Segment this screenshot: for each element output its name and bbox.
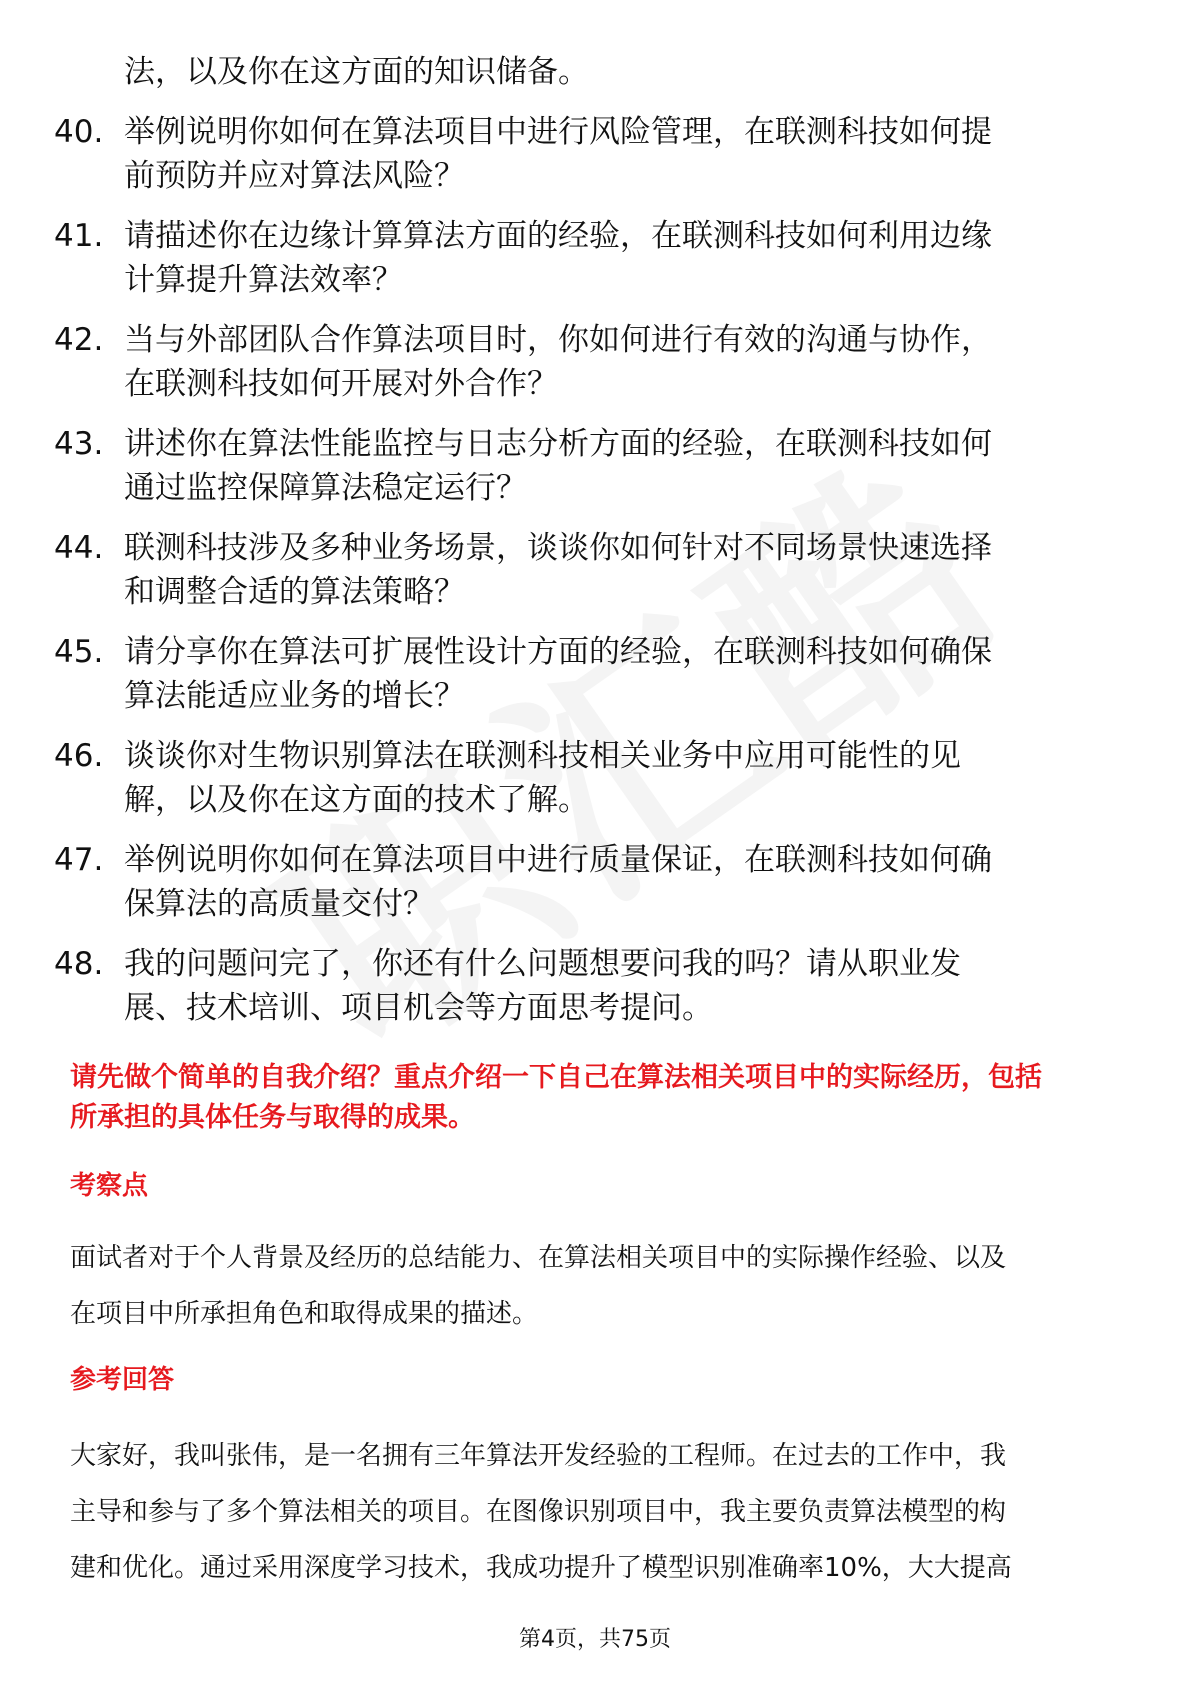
question-line: 前预防并应对算法风险？ [124,158,465,194]
question-number: 45. [54,634,104,670]
question-text [124,838,1114,942]
answer-label: 参考回答 [70,1365,175,1395]
question-item-41 [54,214,1114,318]
question-number: 47. [54,842,104,878]
question-line: 讲述你在算法性能监控与日志分析方面的经验，在联测科技如何 [124,426,992,462]
answer-line: 大家好，我叫张伟，是一名拥有三年算法开发经验的工程师。在过去的工作中，我 [70,1441,1007,1471]
question-item-46 [54,734,1114,838]
question-number: 41. [54,218,104,254]
continuation-line: 法，以及你在这方面的知识储备。 [124,54,589,90]
question-text [124,526,1114,630]
answer-line: 主导和参与了多个算法相关的项目。在图像识别项目中，我主要负责算法模型的构 [70,1497,1007,1527]
question-line: 解，以及你在这方面的技术了解。 [124,782,589,818]
question-line: 在联测科技如何开展对外合作？ [124,366,558,402]
question-text [124,942,1114,1046]
question-number: 42. [54,322,104,358]
question-number: 46. [54,738,104,774]
question-text [124,734,1114,838]
focus-label: 考察点 [70,1171,149,1201]
question-number: 44. [54,530,104,566]
question-number: 43. [54,426,104,462]
question-item-42 [54,318,1114,422]
question-list [54,110,1114,1046]
question-line: 计算提升算法效率？ [124,262,403,298]
focus-line: 面试者对于个人背景及经历的总结能力、在算法相关项目中的实际操作经验、以及 [70,1243,1007,1273]
question-text [124,214,1114,318]
question-text [124,422,1114,526]
question-line: 举例说明你如何在算法项目中进行质量保证，在联测科技如何确 [124,842,992,878]
answer-paragraph [70,1428,1120,1596]
question-line: 当与外部团队合作算法项目时，你如何进行有效的沟通与协作， [124,322,992,358]
question-line: 通过监控保障算法稳定运行？ [124,470,527,506]
question-item-45 [54,630,1114,734]
question-line: 联测科技涉及多种业务场景，谈谈你如何针对不同场景快速选择 [124,530,992,566]
focus-line: 在项目中所承担角色和取得成果的描述。 [70,1299,539,1329]
question-line: 我的问题问完了，你还有什么问题想要问我的吗？请从职业发 [124,946,961,982]
featured-question [70,1058,1120,1138]
page-footer: 第4页，共75页 [519,1627,671,1652]
question-item-48 [54,942,1114,1046]
question-text [124,318,1114,422]
question-item-47 [54,838,1114,942]
answer-line: 建和优化。通过采用深度学习技术，我成功提升了模型识别准确率10%，大大提高 [70,1553,1012,1583]
question-line: 算法能适应业务的增长？ [124,678,465,714]
question-line: 谈谈你对生物识别算法在联测科技相关业务中应用可能性的见 [124,738,961,774]
question-line: 请描述你在边缘计算算法方面的经验，在联测科技如何利用边缘 [124,218,992,254]
featured-question-line: 所承担的具体任务与取得的成果。 [70,1102,475,1133]
question-item-43 [54,422,1114,526]
question-number: 40. [54,114,104,150]
question-number: 48. [54,946,104,982]
question-text [124,630,1114,734]
question-line: 保算法的高质量交付？ [124,886,434,922]
question-line: 展、技术培训、项目机会等方面思考提问。 [124,990,713,1026]
focus-paragraph [70,1230,1120,1342]
featured-question-line: 请先做个简单的自我介绍？重点介绍一下自己在算法相关项目中的实际经历，包括 [70,1062,1042,1093]
question-item-44 [54,526,1114,630]
question-line: 和调整合适的算法策略？ [124,574,465,610]
question-item-40 [54,110,1114,214]
question-line: 举例说明你如何在算法项目中进行风险管理，在联测科技如何提 [124,114,992,150]
question-text [124,110,1114,214]
question-line: 请分享你在算法可扩展性设计方面的经验，在联测科技如何确保 [124,634,992,670]
